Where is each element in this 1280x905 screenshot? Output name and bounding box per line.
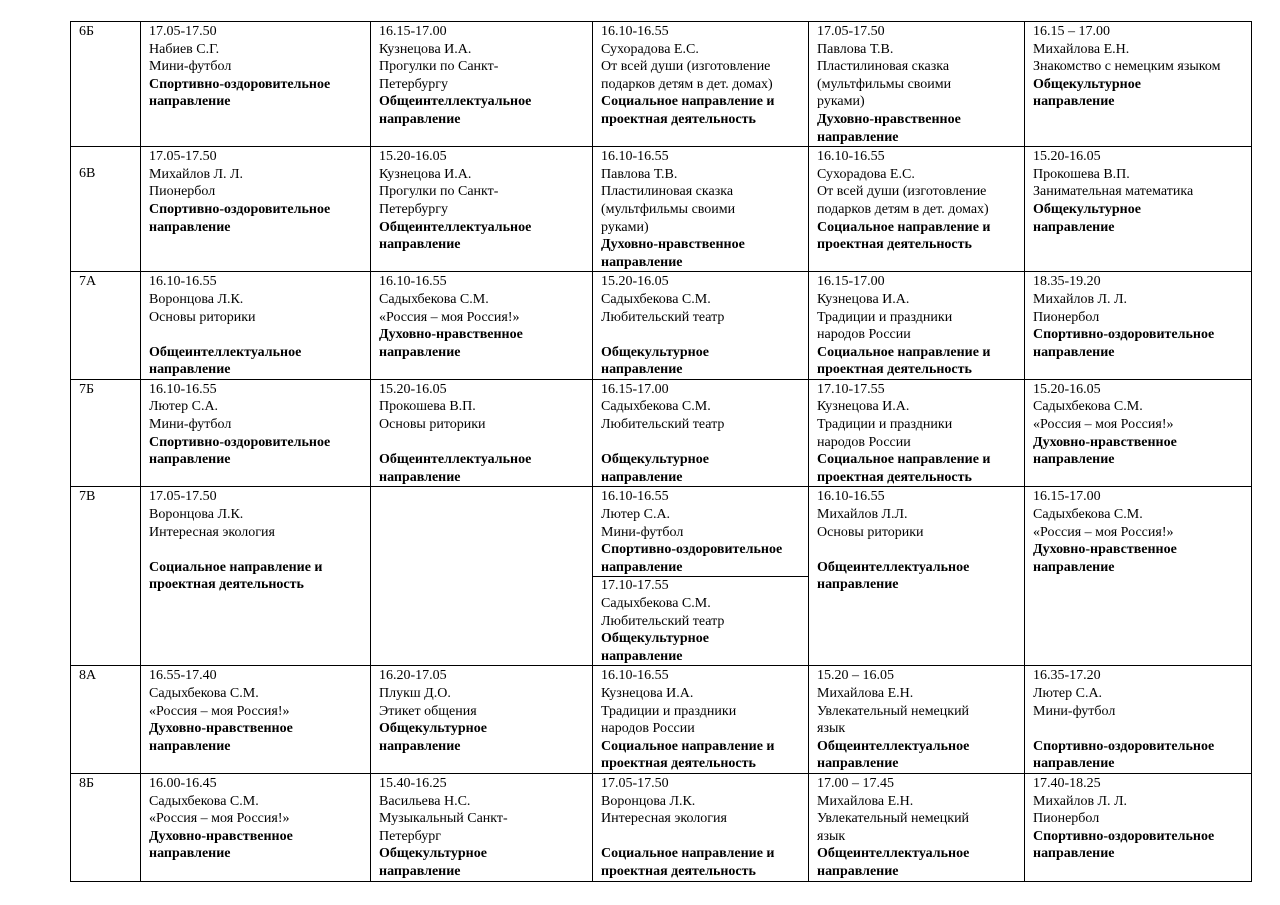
activity-entry xyxy=(379,148,588,254)
direction-text: направление xyxy=(379,863,461,879)
activity-entry xyxy=(601,148,804,271)
activity-line: 15.40-16.25 xyxy=(379,775,447,791)
activity-line: подарков детям в дет. домах) xyxy=(601,76,773,92)
activity-line: Михайлова Е.Н. xyxy=(817,793,914,809)
activity-line: «Россия – моя Россия!» xyxy=(149,811,290,827)
direction-text: Общекультурное xyxy=(601,452,709,468)
direction-text: Общеинтеллектуальное xyxy=(817,738,970,754)
activity-line: 15.20-16.05 xyxy=(1033,381,1101,397)
class-cell xyxy=(71,147,141,272)
direction-text: Общекультурное xyxy=(379,721,487,737)
schedule-body xyxy=(71,22,1252,882)
activity-line: Интересная экология xyxy=(601,811,727,827)
activity-entry xyxy=(817,23,1020,146)
direction-text: Социальное направление и xyxy=(601,846,775,862)
activity-line: Пионербол xyxy=(149,184,216,200)
activity-line: Музыкальный Санкт- xyxy=(379,811,508,827)
activity-line: Мини-футбол xyxy=(149,59,232,75)
activity-entry xyxy=(1033,775,1247,863)
direction-text: направление xyxy=(817,577,899,593)
class-label: 8А xyxy=(79,668,97,684)
activity-line: Мини-футбол xyxy=(601,524,684,540)
activity-line: Михайлов Л. Л. xyxy=(149,166,244,182)
activity-line: Кузнецова И.А. xyxy=(379,41,472,57)
direction-text: проектная деятельность xyxy=(601,756,756,772)
activity-entry xyxy=(149,148,366,236)
direction-text: Спортивно-оздоровительное xyxy=(1033,828,1215,844)
activity-entry xyxy=(601,667,804,773)
direction-text: Общеинтеллектуальное xyxy=(817,559,970,575)
day-cell xyxy=(593,147,809,272)
direction-text: направление xyxy=(1033,94,1115,110)
activity-line: 16.10-16.55 xyxy=(149,381,217,397)
table-row xyxy=(71,22,1252,147)
activity-line: 16.15-17.00 xyxy=(601,381,669,397)
direction-text: направление xyxy=(817,129,899,145)
activity-line: Увлекательный немецкий xyxy=(817,811,970,827)
class-cell xyxy=(71,666,141,774)
direction-text: проектная деятельность xyxy=(817,362,972,378)
activity-line xyxy=(817,541,1020,559)
direction-text: направление xyxy=(379,738,461,754)
activity-line: 17.05-17.50 xyxy=(149,24,217,39)
class-cell xyxy=(71,379,141,487)
direction-text: Общеинтеллектуальное xyxy=(149,344,302,360)
direction-text: Социальное направление и xyxy=(601,94,775,110)
direction-text: направление xyxy=(149,738,231,754)
activity-line: Лютер С.А. xyxy=(1033,685,1103,701)
activity-line: 15.20-16.05 xyxy=(1033,149,1101,165)
activity-line: Пластилиновая сказка xyxy=(817,59,950,75)
direction-text: Духовно-нравственное xyxy=(1033,434,1177,450)
direction-text: направление xyxy=(1033,756,1115,772)
activity-line: Павлова Т.В. xyxy=(601,166,678,182)
activity-line: От всей души (изготовление xyxy=(817,184,987,200)
activity-line: Павлова Т.В. xyxy=(817,41,894,57)
activity-line: Традиции и праздники xyxy=(817,309,953,325)
activity-line xyxy=(1033,720,1247,738)
activity-line: Садыхбекова С.М. xyxy=(601,291,711,307)
activity-entry xyxy=(379,667,588,755)
day-cell xyxy=(809,272,1025,380)
day-cell xyxy=(1025,487,1252,666)
activity-entry xyxy=(1033,488,1247,576)
day-cell xyxy=(593,22,809,147)
activity-line: Основы риторики xyxy=(379,417,486,433)
activity-line xyxy=(379,434,588,452)
direction-text: направление xyxy=(149,94,231,110)
activity-line: 17.05-17.50 xyxy=(601,775,669,791)
activity-line: Садыхбекова С.М. xyxy=(149,793,259,809)
direction-text: Общеинтеллектуальное xyxy=(379,452,532,468)
day-cell xyxy=(593,666,809,774)
direction-text: направление xyxy=(379,237,461,253)
activity-line: Воронцова Л.К. xyxy=(601,793,696,809)
activity-line: Основы риторики xyxy=(817,524,924,540)
direction-text: проектная деятельность xyxy=(817,469,972,485)
schedule-table xyxy=(70,21,1252,882)
activity-line: 15.20 – 16.05 xyxy=(817,668,894,684)
activity-line: 16.20-17.05 xyxy=(379,668,447,684)
activity-line: Михайлов Л. Л. xyxy=(1033,291,1128,307)
activity-line: Михайлова Е.Н. xyxy=(1033,41,1130,57)
activity-line: 16.00-16.45 xyxy=(149,775,217,791)
activity-entry xyxy=(817,381,1020,487)
activity-line: Любительский театр xyxy=(601,309,725,325)
activity-line: Кузнецова И.А. xyxy=(817,399,910,415)
direction-text: направление xyxy=(601,254,683,270)
activity-entry xyxy=(601,775,804,881)
activity-line: Садыхбекова С.М. xyxy=(1033,399,1143,415)
activity-line: 17.05-17.50 xyxy=(817,24,885,39)
day-cell xyxy=(1025,379,1252,487)
direction-text: Спортивно-оздоровительное xyxy=(149,434,331,450)
direction-text: проектная деятельность xyxy=(601,111,756,127)
day-cell xyxy=(809,487,1025,666)
activity-line: 17.40-18.25 xyxy=(1033,775,1101,791)
activity-line: 15.20-16.05 xyxy=(601,274,669,290)
day-cell xyxy=(593,379,809,487)
class-label: 6В xyxy=(79,166,96,182)
day-cell xyxy=(141,147,371,272)
activity-line: 17.10-17.55 xyxy=(601,578,669,594)
direction-text: Общекультурное xyxy=(1033,76,1141,92)
activity-line: Пионербол xyxy=(1033,811,1100,827)
activity-line: Кузнецова И.А. xyxy=(817,291,910,307)
day-cell xyxy=(371,147,593,272)
activity-line: Прогулки по Санкт- xyxy=(379,59,499,75)
activity-line: Садыхбекова С.М. xyxy=(1033,507,1143,523)
activity-line xyxy=(149,541,366,559)
day-cell xyxy=(371,22,593,147)
direction-text: Общекультурное xyxy=(379,846,487,862)
activity-line: 15.20-16.05 xyxy=(379,381,447,397)
day-cell xyxy=(1025,773,1252,881)
table-row xyxy=(71,379,1252,487)
class-cell xyxy=(71,773,141,881)
activity-entry xyxy=(601,23,804,129)
activity-line: 16.15-17.00 xyxy=(817,274,885,290)
activity-line: Занимательная математика xyxy=(1033,184,1194,200)
activity-entry xyxy=(1033,273,1247,361)
direction-text: направление xyxy=(1033,452,1115,468)
activity-line xyxy=(149,326,366,344)
day-cell xyxy=(371,487,593,666)
activity-line: 15.20-16.05 xyxy=(379,149,447,165)
activity-line: Традиции и праздники xyxy=(817,417,953,433)
activity-line: Мини-футбол xyxy=(1033,703,1116,719)
activity-line: руками) xyxy=(601,219,649,235)
activity-entry xyxy=(379,273,588,361)
activity-entry xyxy=(379,775,588,881)
direction-text: Духовно-нравственное xyxy=(817,111,961,127)
activity-line: Мини-футбол xyxy=(149,417,232,433)
activity-line: Плукш Д.О. xyxy=(379,685,451,701)
day-cell xyxy=(809,147,1025,272)
class-label: 7В xyxy=(79,489,96,505)
activity-entry xyxy=(601,273,804,379)
activity-line: Знакомство с немецким языком xyxy=(1033,59,1221,75)
day-cell xyxy=(809,22,1025,147)
activity-entry xyxy=(149,381,366,469)
activity-line: 18.35-19.20 xyxy=(1033,274,1101,290)
activity-line: Кузнецова И.А. xyxy=(379,166,472,182)
direction-text: проектная деятельность xyxy=(817,237,972,253)
activity-line: Набиев С.Г. xyxy=(149,41,220,57)
activity-entry xyxy=(1033,148,1247,236)
activity-line: народов России xyxy=(817,327,911,343)
activity-entry xyxy=(593,576,808,665)
direction-text: Духовно-нравственное xyxy=(149,721,293,737)
direction-text: направление xyxy=(1033,846,1115,862)
activity-line: (мультфильмы своими xyxy=(601,201,736,217)
direction-text: направление xyxy=(817,863,899,879)
activity-line: 16.10-16.55 xyxy=(601,668,669,684)
direction-text: Социальное направление и xyxy=(817,452,991,468)
activity-line: Лютер С.А. xyxy=(149,399,219,415)
activity-line: Васильева Н.С. xyxy=(379,793,471,809)
direction-text: направление xyxy=(817,756,899,772)
direction-text: направление xyxy=(379,344,461,360)
day-cell xyxy=(809,666,1025,774)
direction-text: Спортивно-оздоровительное xyxy=(1033,738,1215,754)
day-cell xyxy=(593,773,809,881)
activity-line: 17.05-17.50 xyxy=(149,149,217,165)
day-cell xyxy=(141,272,371,380)
direction-text: Спортивно-оздоровительное xyxy=(149,76,331,92)
day-cell xyxy=(1025,272,1252,380)
direction-text: направление xyxy=(601,469,683,485)
activity-line: Пластилиновая сказка xyxy=(601,184,734,200)
direction-text: направление xyxy=(149,219,231,235)
activity-line: Этикет общения xyxy=(379,703,477,719)
activity-entry xyxy=(149,23,366,111)
activity-entry xyxy=(601,381,804,487)
table-row xyxy=(71,773,1252,881)
activity-entry xyxy=(1033,23,1247,111)
activity-line: 16.10-16.55 xyxy=(601,489,669,505)
activity-line: Сухорадова Е.С. xyxy=(817,166,915,182)
activity-line: «Россия – моя Россия!» xyxy=(379,309,520,325)
direction-text: Общеинтеллектуальное xyxy=(817,846,970,862)
direction-text: направление xyxy=(149,846,231,862)
activity-line: 16.15-17.00 xyxy=(379,24,447,39)
direction-text: направление xyxy=(601,559,683,575)
activity-line: Прокошева В.П. xyxy=(379,399,476,415)
activity-entry xyxy=(817,488,1020,594)
table-row xyxy=(71,487,1252,666)
day-cell xyxy=(141,773,371,881)
activity-line: Воронцова Л.К. xyxy=(149,507,244,523)
table-row xyxy=(71,666,1252,774)
day-cell xyxy=(371,379,593,487)
day-cell xyxy=(371,666,593,774)
day-cell xyxy=(1025,22,1252,147)
activity-entry xyxy=(149,667,366,755)
activity-line: Садыхбекова С.М. xyxy=(379,291,489,307)
direction-text: Духовно-нравственное xyxy=(601,237,745,253)
activity-line: Традиции и праздники xyxy=(601,703,737,719)
direction-text: направление xyxy=(601,648,683,664)
activity-line: Михайлова Е.Н. xyxy=(817,685,914,701)
class-label: 6Б xyxy=(79,24,95,39)
class-label: 7А xyxy=(79,274,97,290)
activity-line: Садыхбекова С.М. xyxy=(601,596,711,611)
activity-line: Садыхбекова С.М. xyxy=(601,399,711,415)
activity-line: народов России xyxy=(817,434,911,450)
activity-line: Кузнецова И.А. xyxy=(601,685,694,701)
class-label: 7Б xyxy=(79,381,95,397)
activity-line: Воронцова Л.К. xyxy=(149,291,244,307)
direction-text: Общеинтеллектуальное xyxy=(379,94,532,110)
activity-entry xyxy=(601,488,804,576)
day-cell xyxy=(1025,666,1252,774)
day-cell xyxy=(593,487,809,666)
day-cell xyxy=(809,773,1025,881)
activity-line: Михайлов Л.Л. xyxy=(817,507,908,523)
activity-line: язык xyxy=(817,828,846,844)
day-cell xyxy=(141,487,371,666)
activity-line: Увлекательный немецкий xyxy=(817,703,970,719)
direction-text: Общекультурное xyxy=(601,631,709,647)
direction-text: направление xyxy=(379,111,461,127)
direction-text: проектная деятельность xyxy=(601,863,756,879)
direction-text: Духовно-нравственное xyxy=(149,828,293,844)
direction-text: направление xyxy=(379,469,461,485)
activity-line xyxy=(601,434,804,452)
activity-line: 16.15 – 17.00 xyxy=(1033,24,1110,39)
activity-line: Садыхбекова С.М. xyxy=(149,685,259,701)
direction-text: Спортивно-оздоровительное xyxy=(1033,327,1215,343)
activity-line: 16.10-16.55 xyxy=(149,274,217,290)
activity-line: подарков детям в дет. домах) xyxy=(817,201,989,217)
activity-line: руками) xyxy=(817,94,865,110)
day-cell xyxy=(371,773,593,881)
activity-line: народов России xyxy=(601,721,695,737)
direction-text: Спортивно-оздоровительное xyxy=(601,542,783,558)
activity-line xyxy=(601,326,804,344)
activity-line: 17.05-17.50 xyxy=(149,489,217,505)
day-cell xyxy=(809,379,1025,487)
activity-entry xyxy=(149,488,366,594)
direction-text: направление xyxy=(149,362,231,378)
direction-text: Духовно-нравственное xyxy=(1033,542,1177,558)
activity-line: 17.10-17.55 xyxy=(817,381,885,397)
activity-entry xyxy=(149,273,366,379)
class-cell xyxy=(71,272,141,380)
direction-text: Спортивно-оздоровительное xyxy=(149,201,331,217)
activity-entry xyxy=(817,667,1020,773)
day-cell xyxy=(141,22,371,147)
activity-line xyxy=(601,828,804,846)
day-cell xyxy=(1025,147,1252,272)
activity-line: Любительский театр xyxy=(601,417,725,433)
direction-text: Социальное направление и xyxy=(149,559,323,575)
direction-text: Общекультурное xyxy=(1033,201,1141,217)
direction-text: направление xyxy=(1033,559,1115,575)
activity-line: Петербургу xyxy=(379,201,448,217)
direction-text: Социальное направление и xyxy=(817,344,991,360)
day-cell xyxy=(593,272,809,380)
activity-line: 16.10-16.55 xyxy=(601,149,669,165)
activity-entry xyxy=(817,273,1020,379)
activity-entry xyxy=(817,148,1020,254)
table-row xyxy=(71,147,1252,272)
class-cell xyxy=(71,487,141,666)
activity-entry xyxy=(817,775,1020,881)
class-label: 8Б xyxy=(79,775,95,791)
activity-line: Прокошева В.П. xyxy=(1033,166,1130,182)
activity-line: Лютер С.А. xyxy=(601,507,671,523)
activity-line: От всей души (изготовление xyxy=(601,59,771,75)
activity-line: Прогулки по Санкт- xyxy=(379,184,499,200)
direction-text: Социальное направление и xyxy=(817,219,991,235)
activity-entry xyxy=(1033,667,1247,773)
day-cell xyxy=(371,272,593,380)
direction-text: направление xyxy=(1033,219,1115,235)
activity-line: 16.10-16.55 xyxy=(601,24,669,39)
activity-line: Пионербол xyxy=(1033,309,1100,325)
activity-entry xyxy=(1033,381,1247,469)
activity-line: Сухорадова Е.С. xyxy=(601,41,699,57)
direction-text: Общекультурное xyxy=(601,344,709,360)
activity-entry xyxy=(379,381,588,487)
activity-entry xyxy=(149,775,366,863)
activity-line: 16.10-16.55 xyxy=(379,274,447,290)
activity-line: (мультфильмы своими xyxy=(817,76,952,92)
direction-text: направление xyxy=(149,452,231,468)
direction-text: Общеинтеллектуальное xyxy=(379,219,532,235)
activity-line: Интересная экология xyxy=(149,524,275,540)
activity-line: Михайлов Л. Л. xyxy=(1033,793,1128,809)
direction-text: направление xyxy=(601,362,683,378)
activity-entry xyxy=(379,23,588,129)
activity-line: 16.10-16.55 xyxy=(817,149,885,165)
direction-text: Духовно-нравственное xyxy=(379,327,523,343)
activity-line: 16.10-16.55 xyxy=(817,489,885,505)
day-cell xyxy=(141,379,371,487)
direction-text: проектная деятельность xyxy=(149,577,304,593)
activity-line: Основы риторики xyxy=(149,309,256,325)
class-cell xyxy=(71,22,141,147)
table-row xyxy=(71,272,1252,380)
activity-line: 17.00 – 17.45 xyxy=(817,775,894,791)
direction-text: Социальное направление и xyxy=(601,738,775,754)
activity-line: 16.55-17.40 xyxy=(149,668,217,684)
activity-line: язык xyxy=(817,721,846,737)
activity-line: «Россия – моя Россия!» xyxy=(1033,524,1174,540)
direction-text: направление xyxy=(1033,344,1115,360)
day-cell xyxy=(141,666,371,774)
activity-line: Петербургу xyxy=(379,76,448,92)
activity-line: «Россия – моя Россия!» xyxy=(149,703,290,719)
activity-line: Любительский театр xyxy=(601,613,725,629)
activity-line: Петербург xyxy=(379,828,441,844)
activity-line: 16.15-17.00 xyxy=(1033,489,1101,505)
activity-line: «Россия – моя Россия!» xyxy=(1033,417,1174,433)
activity-line: 16.35-17.20 xyxy=(1033,668,1101,684)
